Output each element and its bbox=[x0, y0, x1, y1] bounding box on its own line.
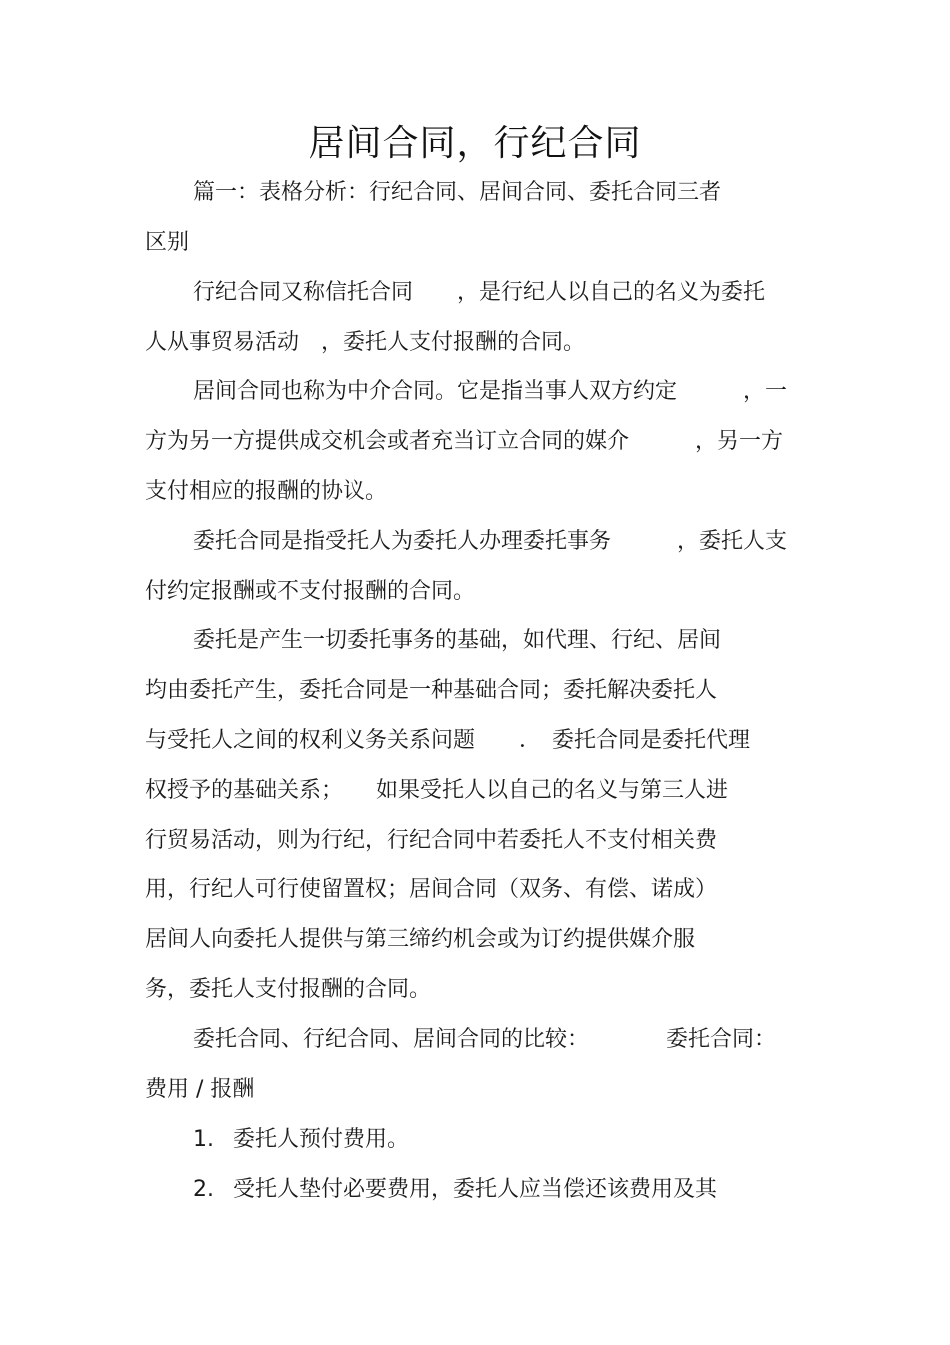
paragraph-line: 篇一：表格分析：行纪合同、居间合同、委托合同三者 bbox=[193, 180, 722, 205]
paragraph-line: 支付相应的报酬的协议。 bbox=[145, 479, 388, 504]
list-item bbox=[193, 1175, 717, 1205]
list-item-number: 1. bbox=[193, 1127, 214, 1152]
paragraph-line: 委托是产生一切委托事务的基础，如代理、行纪、居间 bbox=[193, 628, 722, 653]
page-title: 居间合同，行纪合同 bbox=[308, 123, 642, 164]
list-item-number: 2. bbox=[193, 1177, 214, 1202]
paragraph-line: 费用 / 报酬 bbox=[145, 1077, 255, 1102]
list-item-text: 委托人预付费用。 bbox=[233, 1127, 410, 1152]
paragraph-line: 付约定报酬或不支付报酬的合同。 bbox=[145, 579, 476, 604]
paragraph-line: 人从事贸易活动 ，委托人支付报酬的合同。 bbox=[145, 330, 586, 355]
paragraph-line: 行贸易活动，则为行纪，行纪合同中若委托人不支付相关费 bbox=[145, 828, 718, 853]
paragraph-line: 权授予的基础关系； 如果受托人以自己的名义与第三人进 bbox=[145, 778, 729, 803]
paragraph-line: 委托合同、行纪合同、居间合同的比较： 委托合同： bbox=[193, 1027, 777, 1052]
list-item-text: 受托人垫付必要费用，委托人应当偿还该费用及其 bbox=[233, 1177, 718, 1202]
paragraph-line: 用，行纪人可行使留置权；居间合同（双务、有偿、诺成） bbox=[145, 877, 718, 902]
paragraph-line: 行纪合同又称信托合同 ，是行纪人以自己的名义为委托 bbox=[193, 280, 766, 305]
paragraph-line: 委托合同是指受托人为委托人办理委托事务 ，委托人支 bbox=[193, 529, 788, 554]
paragraph-line: 方为另一方提供成交机会或者充当订立合同的媒介 ，另一方 bbox=[145, 429, 784, 454]
paragraph-line: 均由委托产生，委托合同是一种基础合同；委托解决委托人 bbox=[145, 678, 718, 703]
list-item bbox=[193, 1125, 409, 1155]
paragraph-line: 务，委托人支付报酬的合同。 bbox=[145, 977, 432, 1002]
paragraph-line: 区别 bbox=[145, 230, 190, 255]
paragraph-line: 居间合同也称为中介合同。它是指当事人双方约定 ，一 bbox=[193, 379, 788, 404]
paragraph-line: 居间人向委托人提供与第三缔约机会或为订约提供媒介服 bbox=[145, 927, 696, 952]
paragraph-line: 与受托人之间的权利义务关系问题 ． 委托合同是委托代理 bbox=[145, 728, 751, 753]
